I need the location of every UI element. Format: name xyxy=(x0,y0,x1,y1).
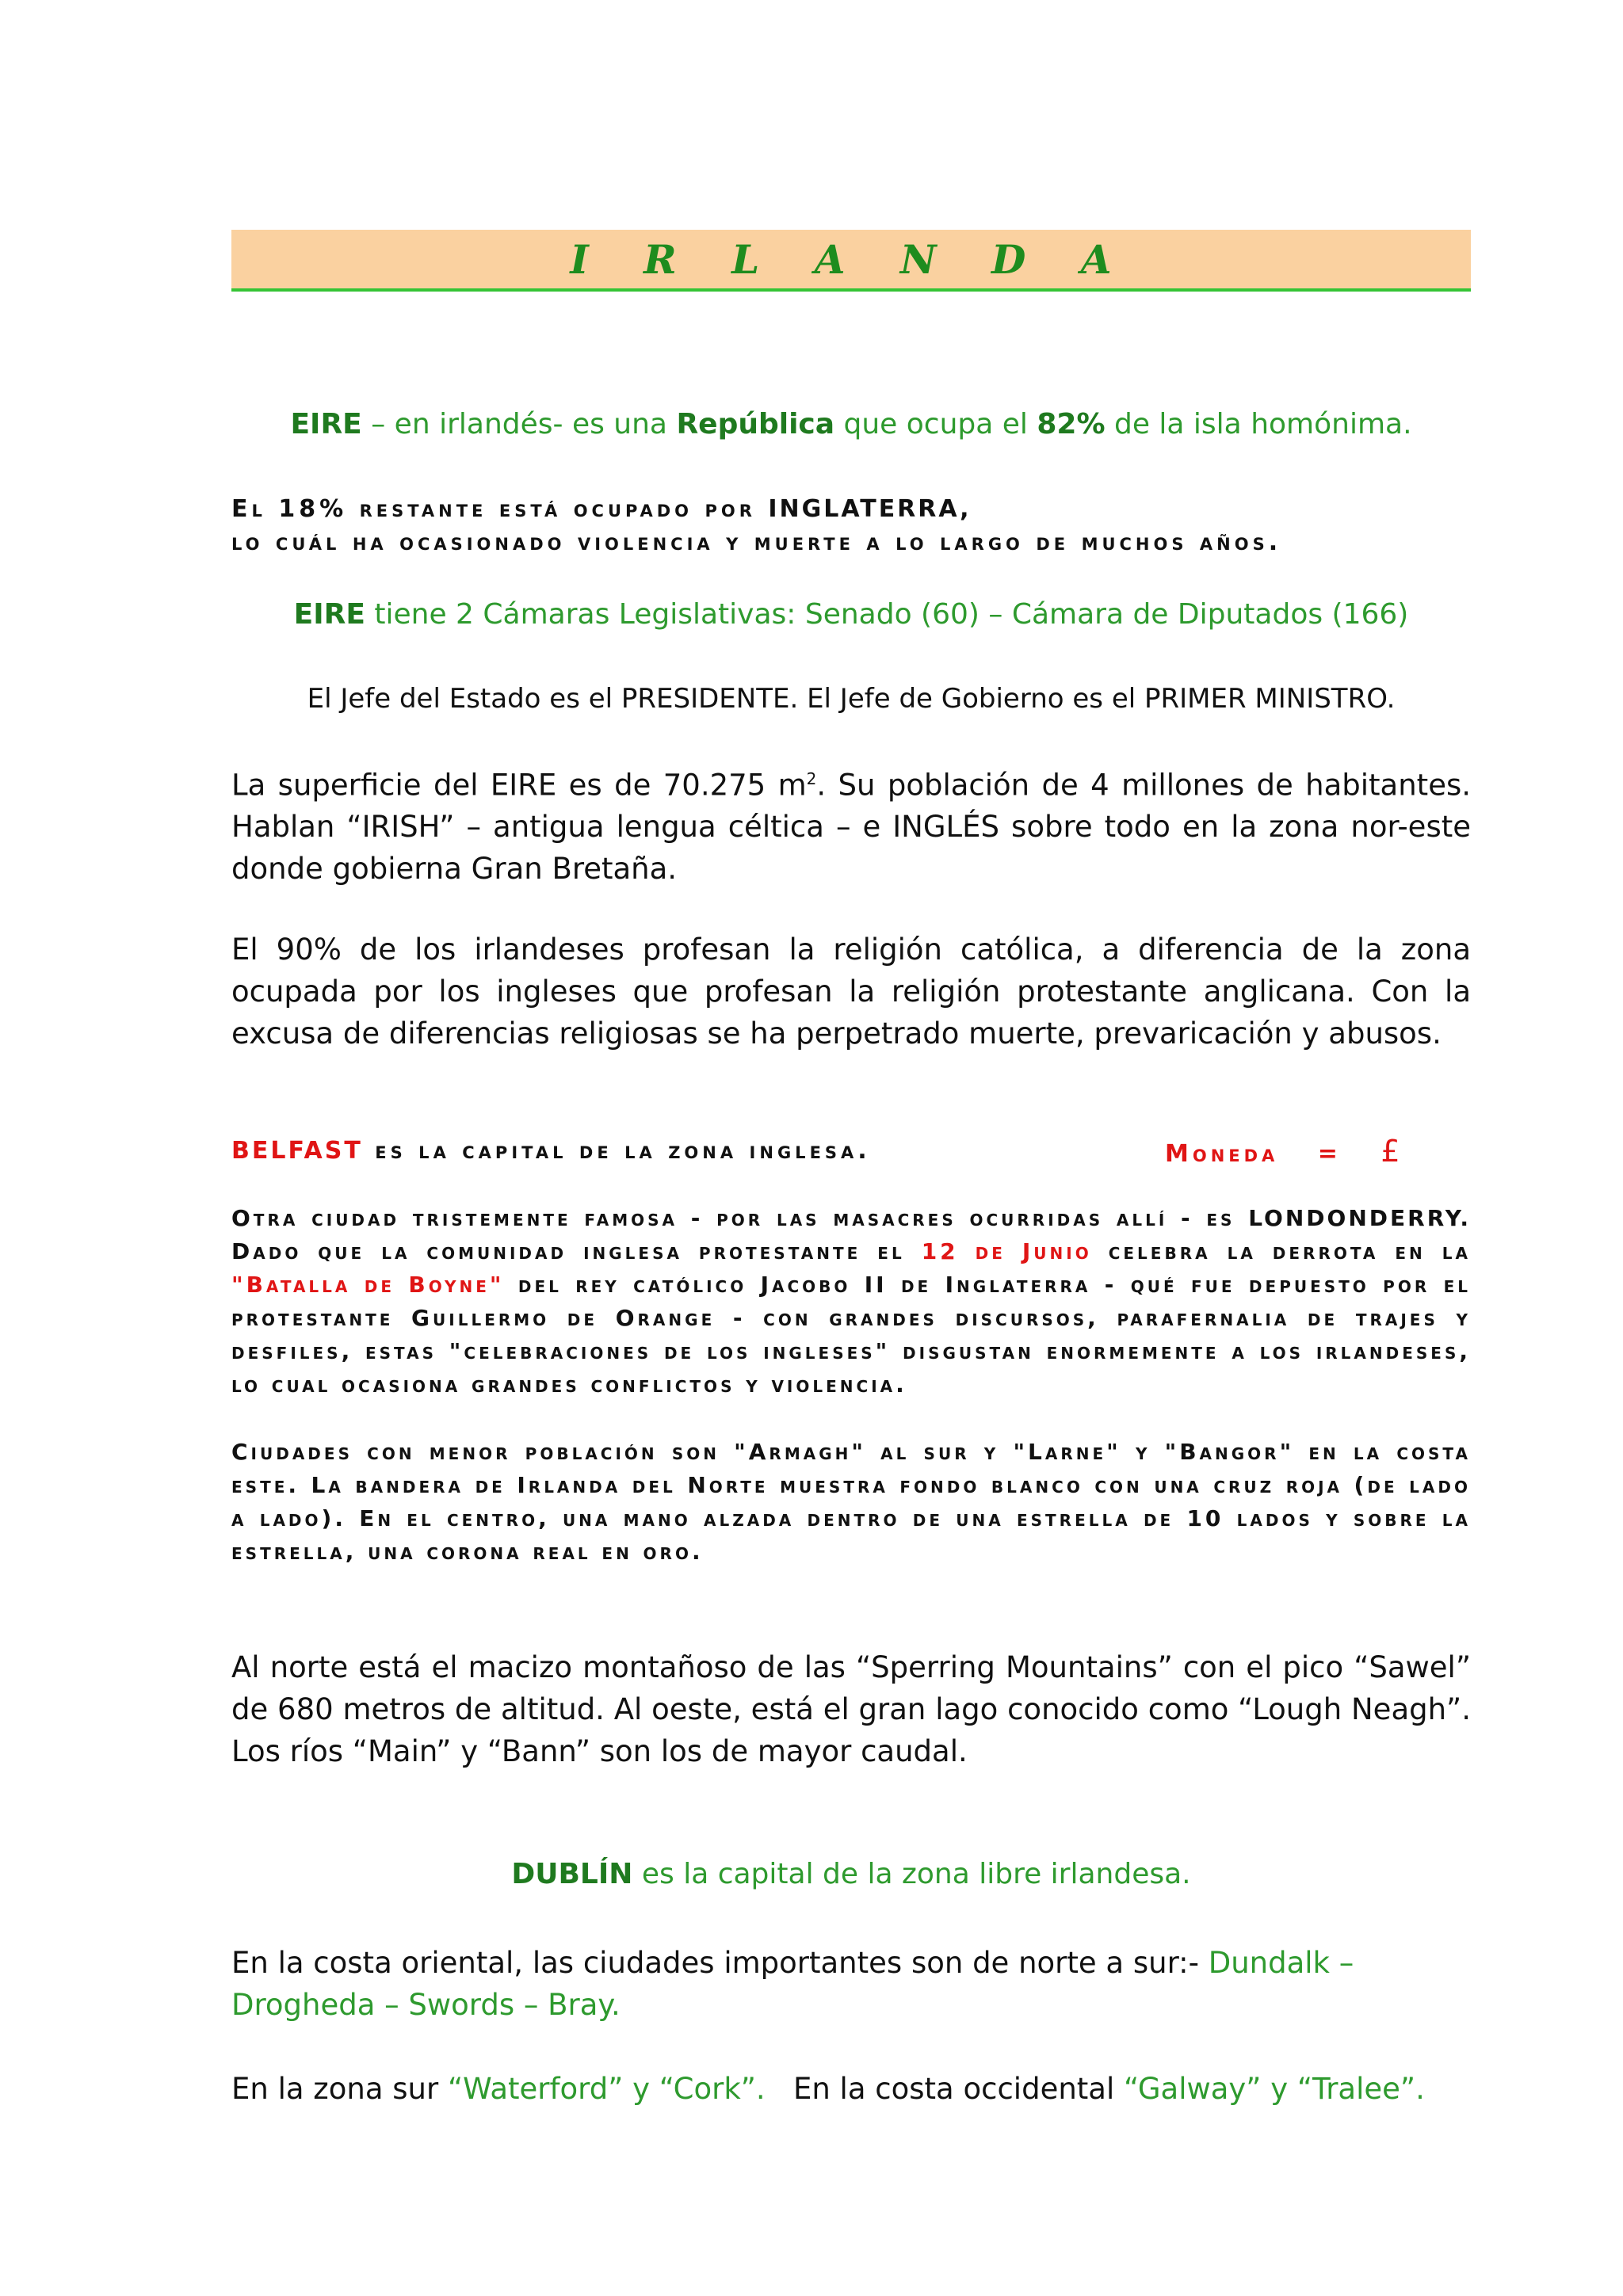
east-coast-paragraph xyxy=(231,1942,1471,2026)
south-text: En la zona sur xyxy=(231,2072,448,2106)
surface-text: La superficie del EIRE es de 70.275 m xyxy=(231,768,807,803)
londonderry-paragraph xyxy=(231,1202,1471,1402)
chambers-text: tiene 2 Cámaras Legislativas: Senado (60) – Cámara de Diputados (166) xyxy=(365,598,1409,631)
belfast-label: BELFAST xyxy=(231,1137,363,1165)
battle-label: "Batalla de Boyne" xyxy=(231,1272,505,1298)
eire-label: EIRE xyxy=(290,408,362,441)
pound-symbol: £ xyxy=(1381,1134,1404,1169)
cities-flag-paragraph: Ciudades con menor población son "Armagh" al sur y "Larne" y "Bangor" en la costa este. La bandera de Irlanda del Norte muestra fondo blanco con una cruz roja (de lado a lado). En el centro, una mano alzada dentro de una estrella de 10 lados y sobre la estrella, una corona real en oro. xyxy=(231,1439,1471,1565)
equals-sign: = xyxy=(1317,1140,1342,1168)
surface-text: . Su población de 4 millones de habitantes. Hablan “IRISH” – antigua lengua céltica – e INGLÉS sobre todo en la zona nor-este donde gobierna Gran Bretaña. xyxy=(231,768,1471,887)
dublin-label: DUBLÍN xyxy=(511,1858,633,1890)
geography-paragraph: Al norte está el macizo montañoso de las “Sperring Mountains” con el pico “Sawel” de 680 metros de altitud. Al oeste, está el gran lago conocido como “Lough Neagh”. Los ríos “Main” y “Bann” son los de mayor caudal. xyxy=(231,1650,1471,1768)
belfast-text: es la capital de la zona inglesa. xyxy=(362,1137,871,1165)
west-cities: “Galway” y “Tralee”. xyxy=(1124,2072,1425,2106)
londonderry-text: Otra ciudad tristemente famosa - por las masacres ocurridas allí - es xyxy=(231,1205,1249,1231)
occupied-text: El 18% restante está ocupado por xyxy=(231,495,769,523)
surface-paragraph xyxy=(231,758,1471,890)
title-banner xyxy=(231,230,1471,292)
west-text: En la costa occidental xyxy=(765,2072,1124,2106)
occupied-line-1 xyxy=(231,493,972,526)
inglaterra-label: INGLATERRA, xyxy=(768,495,972,523)
moneda-label: Moneda xyxy=(1165,1140,1279,1168)
belfast-line xyxy=(231,1135,871,1168)
londonderry-text: del rey católico Jacobo II de Inglaterra - qué fue depuesto por el protestante Guillermo de Orange - con grandes discursos, parafernalia de trajes y desfiles, estas "celebraciones de los ingleses" disgustan enormemente a los irlandeses, lo cual ocasiona grandes conflictos y violencia. xyxy=(231,1272,1471,1398)
dublin-text: es la capital de la zona libre irlandesa. xyxy=(632,1858,1191,1890)
date-label: 12 de Junio xyxy=(921,1238,1092,1264)
intro-text: que ocupa el xyxy=(834,408,1037,441)
east-coast-cities: Dundalk – Drogheda – Swords – Bray. xyxy=(231,1946,1354,2022)
page-title: I R L A N D A xyxy=(570,235,1132,283)
londonderry-text: Dado que la comunidad inglesa protestante el xyxy=(231,1238,922,1264)
dublin-line xyxy=(231,1858,1471,1890)
republica-label: República xyxy=(676,408,835,441)
religion-paragraph: El 90% de los irlandeses profesan la religión católica, a diferencia de la zona ocupada por los ingleses que profesan la religión protestante anglicana. Con la excusa de diferencias religiosas se ha perpetrado muerte, prevaricación y abusos. xyxy=(231,933,1471,1051)
intro-text: – en irlandés- es una xyxy=(361,408,677,441)
east-coast-text: En la costa oriental, las ciudades importantes son de norte a sur:- xyxy=(231,1946,1209,1980)
londonderry-text: celebra la derrota en la xyxy=(1091,1238,1471,1264)
heads-line: El Jefe del Estado es el PRESIDENTE. El Jefe de Gobierno es el PRIMER MINISTRO. xyxy=(307,683,1396,715)
south-cities: “Waterford” y “Cork”. xyxy=(447,2072,766,2106)
eire-label: EIRE xyxy=(293,598,365,631)
intro-text: de la isla homónima. xyxy=(1105,408,1412,441)
percent-value: 82% xyxy=(1037,408,1106,441)
currency-line xyxy=(1165,1135,1404,1171)
superscript: 2 xyxy=(806,769,817,788)
intro-line xyxy=(231,408,1471,441)
londonderry-label: LONDONDERRY. xyxy=(1248,1205,1471,1231)
south-west-line xyxy=(231,2068,1471,2110)
occupied-line-2: lo cuál ha ocasionado violencia y muerte a lo largo de muchos años. xyxy=(231,528,1282,556)
chambers-line xyxy=(231,598,1471,631)
